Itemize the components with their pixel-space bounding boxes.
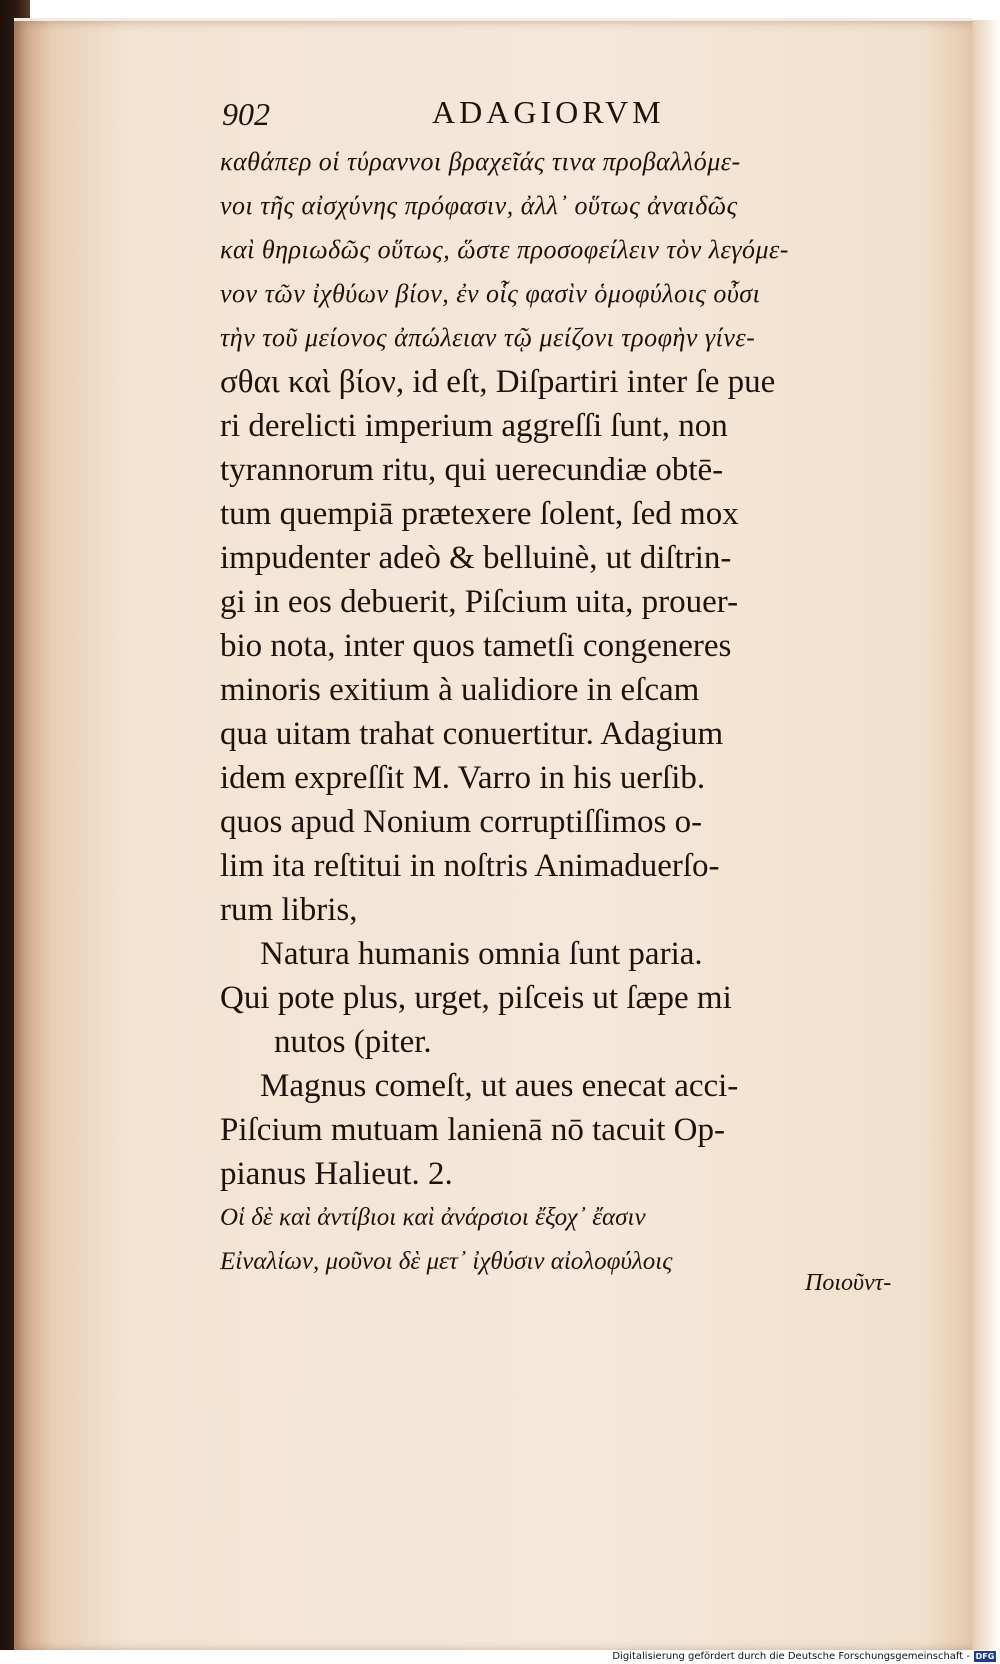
running-head: ADAGIORVM (432, 94, 665, 130)
text-line: Piſcium mutuam lanienā nō tacuit Op- (220, 1112, 725, 1148)
verse-line: Qui pote plus, urget, piſceis ut ſæpe mi (220, 980, 732, 1016)
text-line: impudenter adeò & belluinè, ut diſtrin- (220, 540, 732, 576)
text-line: minoris exitium à ualidiore in eſcam (220, 672, 700, 708)
text-line: νον τῶν ἰχθύων βίον, ἐν οἷς φασὶν ὁμοφύλοις οὖσι (220, 279, 761, 308)
digitization-credit: Digitalisierung gefördert durch die Deutsche Forschungsgemeinschaft - (612, 1651, 970, 1662)
text-line: pianus Halieut. 2. (220, 1156, 453, 1192)
catchword: Ποιοῦντ- (805, 1270, 892, 1296)
dfg-logo-icon: DFG (975, 1652, 995, 1661)
text-line: tyrannorum ritu, qui uerecundiæ obtē- (220, 452, 724, 488)
text-line: καὶ θηριωδῶς οὕτως, ὥστε προσοφείλειν τὸν λεγόμε- (220, 235, 789, 264)
folio-number: 902 (222, 96, 270, 132)
page-header (222, 96, 742, 140)
text-line: tum quempiā prætexere ſolent, ſed mox (220, 496, 739, 532)
verse-line: Natura humanis omnia ſunt paria. (260, 936, 703, 972)
text-line: καθάπερ οἱ τύραννοι βραχεῖάς τινα προβαλλόμε- (220, 147, 741, 176)
text-line: bio nota, inter quos tametſi congeneres (220, 628, 732, 664)
text-line: νοι τῆς αἰσχύνης πρόφασιν, ἀλλ᾽ οὕτως ἀναιδῶς (220, 191, 738, 220)
text-line: ri derelicti imperium aggreſſi ſunt, non (220, 408, 728, 444)
text-line: quos apud Nonium corruptiſſimos o- (220, 804, 703, 840)
text-line: τὴν τοῦ μείονος ἀπώλειαν τῷ μείζονι τροφὴν γίνε- (220, 323, 756, 352)
text-line: σθαι καὶ βίον, id eſt, Diſpartiri inter ſe pue (220, 364, 776, 400)
text-line: rum libris, (220, 892, 358, 928)
verse-line: Magnus comeſt, ut aues enecat acci- (260, 1068, 739, 1104)
text-line: qua uitam trahat conuertitur. Adagium (220, 716, 724, 752)
text-line: idem expreſſit M. Varro in his uerſib. (220, 760, 706, 796)
greek-verse-line: Οἱ δὲ καὶ ἀντίβιοι καὶ ἀνάρσιοι ἔξοχ᾽ ἔασιν (220, 1204, 646, 1231)
verse-line: nutos (piter. (274, 1024, 432, 1060)
greek-verse-line: Εἰναλίων, μοῦνοι δὲ μετ᾽ ἰχθύσιν αἰολοφύλοις (220, 1248, 673, 1275)
text-line: lim ita reſtitui in noſtris Animaduerſo- (220, 848, 720, 884)
text-line: gi in eos debuerit, Piſcium uita, prouer- (220, 584, 739, 620)
page-text (220, 140, 920, 1284)
